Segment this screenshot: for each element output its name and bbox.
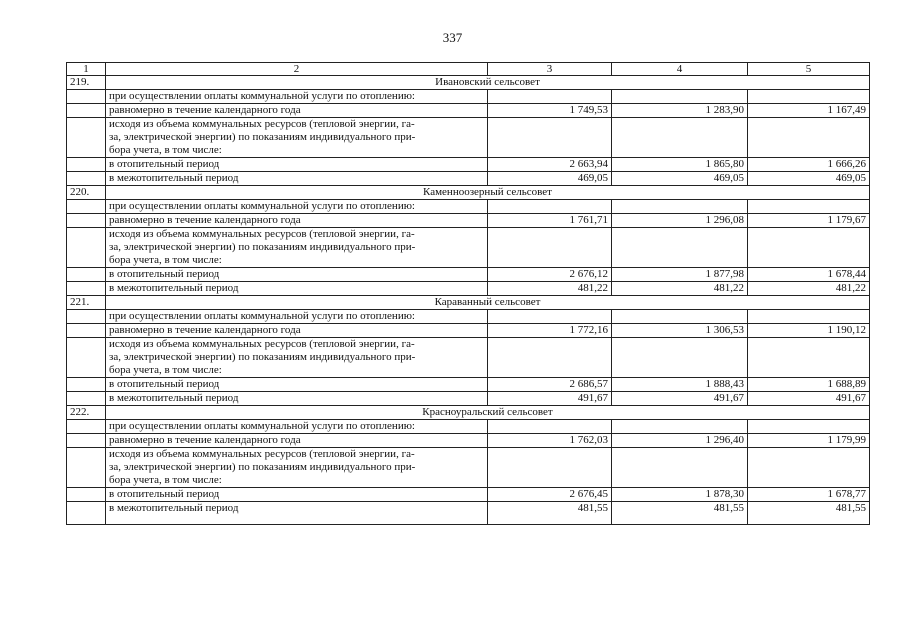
page-number: 337	[442, 30, 463, 45]
nonheating-value: 469,05	[748, 172, 870, 186]
empty-cell	[748, 338, 870, 378]
heating-value: 2 676,12	[488, 268, 612, 282]
meter-label-line: за, электрической энергии) по показаниям индивидуального при-	[109, 351, 416, 363]
nonheating-value: 481,22	[488, 282, 612, 296]
intro-label: при осуществлении оплаты коммунальной услуги по отоплению:	[106, 200, 488, 214]
section-number: 219.	[67, 76, 106, 90]
section-name: Караванный сельсовет	[106, 296, 870, 310]
intro-label: при осуществлении оплаты коммунальной услуги по отоплению:	[106, 90, 488, 104]
meter-label-line: бора учета, в том числе:	[109, 364, 222, 376]
header-col-4: 4	[612, 63, 748, 76]
evenly-value: 1 179,99	[748, 434, 870, 448]
heating-value: 2 676,45	[488, 488, 612, 502]
meter-row	[67, 338, 870, 378]
nonheating-value: 481,55	[748, 502, 870, 525]
heating-label: в отопительный период	[106, 488, 488, 502]
nonheating-value: 481,55	[488, 502, 612, 525]
nonheating-row	[67, 172, 870, 186]
section-row	[67, 76, 870, 90]
heating-label: в отопительный период	[106, 158, 488, 172]
empty-cell	[612, 338, 748, 378]
meter-label	[106, 338, 488, 378]
meter-label-line: исходя из объема коммунальных ресурсов (тепловой энергии, га-	[109, 448, 415, 460]
evenly-value: 1 296,40	[612, 434, 748, 448]
evenly-value: 1 772,16	[488, 324, 612, 338]
empty-cell	[67, 448, 106, 488]
empty-cell	[67, 228, 106, 268]
heating-value: 2 663,94	[488, 158, 612, 172]
meter-label-line: бора учета, в том числе:	[109, 474, 222, 486]
empty-cell	[488, 200, 612, 214]
nonheating-value: 491,67	[612, 392, 748, 406]
evenly-row	[67, 324, 870, 338]
nonheating-label: в межотопительный период	[106, 282, 488, 296]
section-row	[67, 186, 870, 200]
empty-cell	[67, 488, 106, 502]
empty-cell	[488, 118, 612, 158]
intro-label: при осуществлении оплаты коммунальной услуги по отоплению:	[106, 310, 488, 324]
section-row	[67, 296, 870, 310]
intro-row	[67, 200, 870, 214]
heating-value: 1 865,80	[612, 158, 748, 172]
section-number: 220.	[67, 186, 106, 200]
heating-value: 1 666,26	[748, 158, 870, 172]
nonheating-value: 481,22	[612, 282, 748, 296]
meter-label	[106, 118, 488, 158]
empty-cell	[748, 448, 870, 488]
empty-cell	[67, 338, 106, 378]
empty-cell	[612, 228, 748, 268]
meter-label	[106, 448, 488, 488]
header-row	[67, 63, 870, 76]
header-col-3: 3	[488, 63, 612, 76]
section-row	[67, 406, 870, 420]
heating-row	[67, 158, 870, 172]
evenly-value: 1 167,49	[748, 104, 870, 118]
nonheating-row	[67, 282, 870, 296]
header-col-2: 2	[106, 63, 488, 76]
heating-value: 1 678,77	[748, 488, 870, 502]
evenly-value: 1 283,90	[612, 104, 748, 118]
empty-cell	[488, 228, 612, 268]
empty-cell	[67, 104, 106, 118]
meter-label-line: за, электрической энергии) по показаниям индивидуального при-	[109, 241, 416, 253]
evenly-label: равномерно в течение календарного года	[106, 214, 488, 228]
nonheating-label: в межотопительный период	[106, 502, 488, 525]
meter-label-line: за, электрической энергии) по показаниям индивидуального при-	[109, 131, 416, 143]
meter-label-line: исходя из объема коммунальных ресурсов (тепловой энергии, га-	[109, 228, 415, 240]
evenly-value: 1 306,53	[612, 324, 748, 338]
empty-cell	[67, 214, 106, 228]
section-name: Каменноозерный сельсовет	[106, 186, 870, 200]
evenly-row	[67, 434, 870, 448]
empty-cell	[612, 90, 748, 104]
intro-row	[67, 310, 870, 324]
empty-cell	[67, 420, 106, 434]
nonheating-row	[67, 502, 870, 525]
nonheating-label: в межотопительный период	[106, 392, 488, 406]
section-name: Красноуральский сельсовет	[106, 406, 870, 420]
empty-cell	[748, 90, 870, 104]
evenly-value: 1 749,53	[488, 104, 612, 118]
nonheating-value: 481,22	[748, 282, 870, 296]
empty-cell	[612, 448, 748, 488]
meter-label-line: бора учета, в том числе:	[109, 254, 222, 266]
empty-cell	[67, 158, 106, 172]
empty-cell	[67, 268, 106, 282]
empty-cell	[488, 310, 612, 324]
evenly-value: 1 190,12	[748, 324, 870, 338]
section-number: 221.	[67, 296, 106, 310]
evenly-value: 1 761,71	[488, 214, 612, 228]
header-col-5: 5	[748, 63, 870, 76]
empty-cell	[488, 448, 612, 488]
empty-cell	[748, 310, 870, 324]
heating-value: 1 878,30	[612, 488, 748, 502]
heating-label: в отопительный период	[106, 268, 488, 282]
heating-value: 2 686,57	[488, 378, 612, 392]
nonheating-label: в межотопительный период	[106, 172, 488, 186]
empty-cell	[67, 200, 106, 214]
heating-row	[67, 378, 870, 392]
empty-cell	[67, 392, 106, 406]
meter-label-line: за, электрической энергии) по показаниям индивидуального при-	[109, 461, 416, 473]
evenly-value: 1 296,08	[612, 214, 748, 228]
meter-row	[67, 228, 870, 268]
evenly-label: равномерно в течение календарного года	[106, 104, 488, 118]
meter-label-line: исходя из объема коммунальных ресурсов (тепловой энергии, га-	[109, 118, 415, 130]
empty-cell	[612, 200, 748, 214]
section-name: Ивановский сельсовет	[106, 76, 870, 90]
intro-label: при осуществлении оплаты коммунальной услуги по отоплению:	[106, 420, 488, 434]
evenly-row	[67, 214, 870, 228]
empty-cell	[67, 502, 106, 525]
empty-cell	[612, 118, 748, 158]
empty-cell	[748, 228, 870, 268]
nonheating-value: 491,67	[488, 392, 612, 406]
tariff-table	[66, 62, 870, 525]
heating-row	[67, 268, 870, 282]
table-body	[67, 63, 870, 525]
nonheating-value: 491,67	[748, 392, 870, 406]
heating-value: 1 877,98	[612, 268, 748, 282]
header-col-1: 1	[67, 63, 106, 76]
evenly-row	[67, 104, 870, 118]
empty-cell	[67, 324, 106, 338]
empty-cell	[612, 310, 748, 324]
meter-label-line: бора учета, в том числе:	[109, 144, 222, 156]
intro-row	[67, 420, 870, 434]
nonheating-value: 481,55	[612, 502, 748, 525]
empty-cell	[67, 90, 106, 104]
intro-row	[67, 90, 870, 104]
heating-label: в отопительный период	[106, 378, 488, 392]
empty-cell	[748, 118, 870, 158]
empty-cell	[67, 310, 106, 324]
empty-cell	[67, 434, 106, 448]
empty-cell	[67, 282, 106, 296]
empty-cell	[488, 90, 612, 104]
evenly-label: равномерно в течение календарного года	[106, 434, 488, 448]
empty-cell	[612, 420, 748, 434]
empty-cell	[488, 420, 612, 434]
meter-row	[67, 118, 870, 158]
evenly-value: 1 762,03	[488, 434, 612, 448]
nonheating-value: 469,05	[488, 172, 612, 186]
evenly-value: 1 179,67	[748, 214, 870, 228]
heating-value: 1 688,89	[748, 378, 870, 392]
meter-label-line: исходя из объема коммунальных ресурсов (тепловой энергии, га-	[109, 338, 415, 350]
heating-row	[67, 488, 870, 502]
empty-cell	[67, 172, 106, 186]
empty-cell	[748, 420, 870, 434]
empty-cell	[748, 200, 870, 214]
evenly-label: равномерно в течение календарного года	[106, 324, 488, 338]
empty-cell	[67, 378, 106, 392]
section-number: 222.	[67, 406, 106, 420]
nonheating-row	[67, 392, 870, 406]
meter-label	[106, 228, 488, 268]
heating-value: 1 888,43	[612, 378, 748, 392]
heating-value: 1 678,44	[748, 268, 870, 282]
nonheating-value: 469,05	[612, 172, 748, 186]
empty-cell	[488, 338, 612, 378]
meter-row	[67, 448, 870, 488]
empty-cell	[67, 118, 106, 158]
